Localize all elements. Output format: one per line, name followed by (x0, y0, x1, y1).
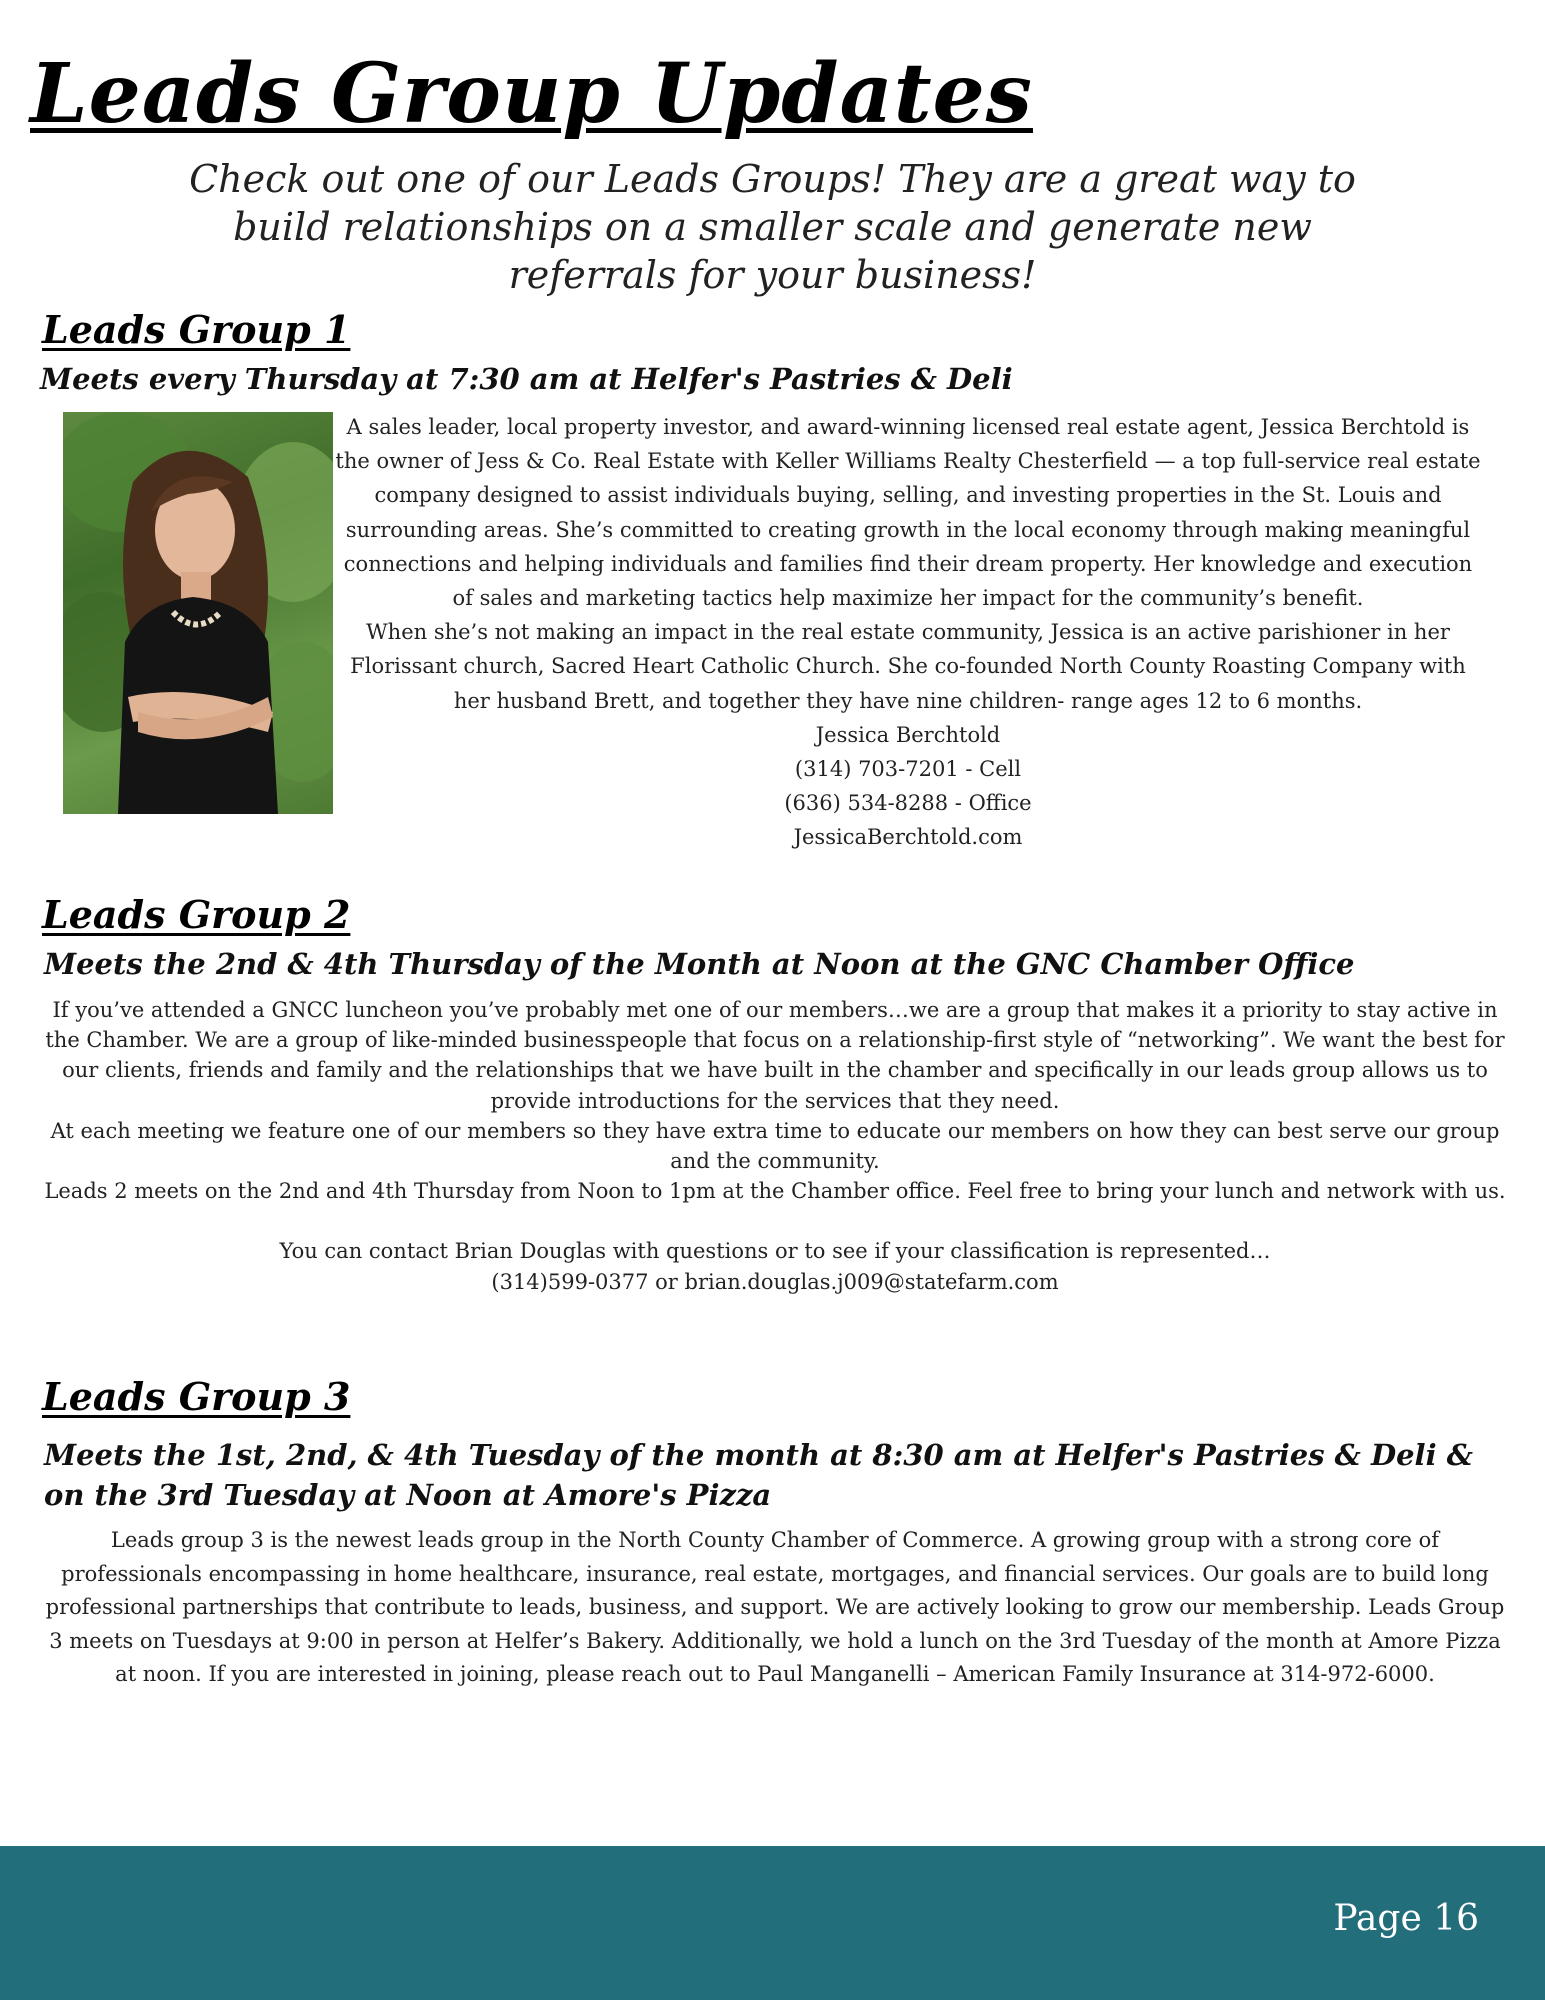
leads-group-1-paragraph: A sales leader, local property investor, and award-winning licensed real estate agent, Jessica Berchtold is the owner of Jess & Co. Real Estate with Keller Williams Realty Chesterfield — a top full-service real estate company designed to assist individuals buying, selling, and investing properties in the St. Louis and surrounding areas. She’s committed to creating growth in the local economy through making meaningful connections and helping individuals and families find their dream property. Her knowledge and execution of sales and marketing tactics help maximize her impact for the community’s benefit. (335, 415, 1481, 611)
leads-group-2-paragraph: If you’ve attended a GNCC luncheon you’ve probably met one of our members…we are a group that makes it a priority to stay active in the Chamber. We are a group of like-minded businesspeople that focus on a relationship-first style of “networking”. We want the best for our clients, friends and family and the relationships that we have built in the chamber and specifically in our leads group allows us to provide introductions for the services that they need. (45, 998, 1505, 1113)
page-number: Page 16 (1333, 1898, 1479, 1939)
leads-group-1-description (333, 410, 1483, 855)
leads-group-2-meets: Meets the 2nd & 4th Thursday of the Month at Noon at the GNC Chamber Office (44, 947, 1355, 981)
contact-website-link[interactable]: JessicaBerchtold.com (793, 825, 1023, 850)
contact-cell-phone[interactable]: (314) 703-7201 - Cell (794, 757, 1022, 782)
leads-group-3-meets: Meets the 1st, 2nd, & 4th Tuesday of the month at 8:30 am at Helfer's Pastries & Deli & on the 3rd Tuesday at Noon at Amore's Pizza (44, 1438, 1473, 1512)
leads-group-2-contact-text: You can contact Brian Douglas with questions or to see if your classification is represented… (279, 1239, 1271, 1264)
contact-name: Jessica Berchtold (815, 722, 1001, 747)
jessica-berchtold-photo (63, 412, 333, 814)
leads-group-1-meets: Meets every Thursday at 7:30 am at Helfer's Pastries & Deli (40, 362, 1013, 396)
leads-group-3-heading: Leads Group 3 (42, 1374, 351, 1419)
leads-group-2-heading: Leads Group 2 (42, 892, 351, 937)
footer-band (0, 1846, 1545, 2000)
leads-group-2-description (40, 995, 1510, 1297)
leads-group-2-contact-details[interactable]: (314)599-0377 or brian.douglas.j009@statefarm.com (491, 1269, 1059, 1294)
leads-group-1-heading: Leads Group 1 (42, 307, 351, 352)
page-title: Leads Group Updates (30, 46, 1033, 142)
leads-group-3-paragraph: Leads group 3 is the newest leads group in the North County Chamber of Commerce. A growing group with a strong core of professionals encompassing in home healthcare, insurance, real estate, mortgages, and financial services. Our goals are to build long professional partnerships that contribute to leads, business, and support. We are actively looking to grow our membership. Leads Group 3 meets on Tuesdays at 9:00 in person at Helfer’s Bakery. Additionally, we hold a lunch on the 3rd Tuesday of the month at Amore Pizza at noon. If you are interested in joining, please reach out to Paul Manganelli – American Family Insurance at 314-972-6000. (45, 1528, 1505, 1686)
leads-group-1-paragraph: When she’s not making an impact in the real estate community, Jessica is an active parishioner in her Florissant church, Sacred Heart Catholic Church. She co-founded North County Roasting Company with her husband Brett, and together they have nine children- range ages 12 to 6 months. (350, 620, 1466, 713)
portrait-illustration (63, 412, 333, 814)
leads-group-2-paragraph: Leads 2 meets on the 2nd and 4th Thursday from Noon to 1pm at the Chamber office. Feel free to bring your lunch and network with us. (44, 1179, 1506, 1204)
contact-office-phone[interactable]: (636) 534-8288 - Office (784, 791, 1032, 816)
intro-text: Check out one of our Leads Groups! They are a great way to build relationships on a smaller scale and generate new referrals for your business! (189, 157, 1356, 297)
leads-group-3-description (40, 1524, 1510, 1692)
leads-group-2-paragraph: At each meeting we feature one of our members so they have extra time to educate our members on how they can best serve our group and the community. (50, 1118, 1500, 1174)
